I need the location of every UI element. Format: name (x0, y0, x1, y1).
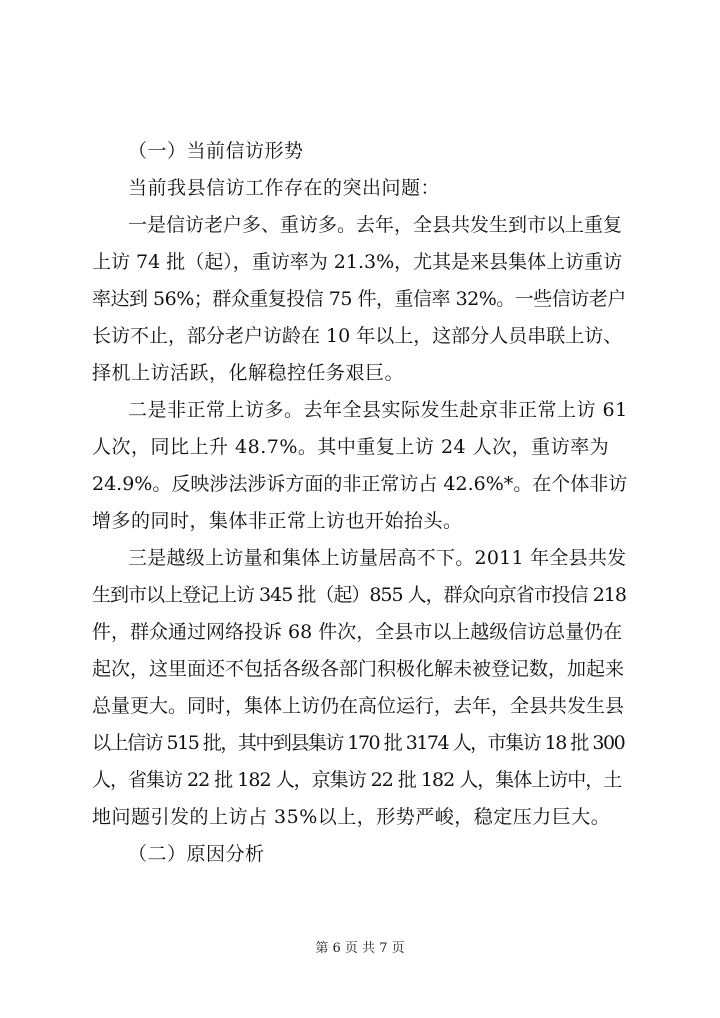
paragraph-2-line: 人次，同比上升 48.7%。其中重复上访 24 人次，重访率为 (92, 436, 610, 458)
paragraph-2-line: 24.9%。反映涉法涉诉方面的非正常访占 42.6%*。在个体非访 (92, 473, 628, 495)
paragraph-3-line: 三是越级上访量和集体上访量居高不下。2011 年全县共发 (128, 547, 627, 569)
paragraph-1-line: 择机上访活跃，化解稳控任务艰巨。 (92, 362, 405, 384)
paragraph-3-line: 总量更大。同时，集体上访仍在高位运行，去年，全县共发生县 (92, 695, 625, 717)
paragraph-2-line: 增多的同时，集体非正常上访也开始抬头。 (92, 510, 463, 532)
paragraph-3-line: 生到市以上登记上访 345 批（起）855 人，群众向京省市投信 218 (92, 584, 626, 606)
paragraph-1-line: 长访不止，部分老户访龄在 10 年以上，这部分人员串联上访、 (92, 325, 623, 347)
paragraph-3-line: 以上信访 515 批，其中到县集访 170 批 3174 人，市集访 18 批 300 (92, 732, 625, 754)
paragraph-3-line: 人，省集访 22 批 182 人，京集访 22 批 182 人，集体上访中，土 (92, 769, 622, 791)
page-number-footer: 第 6 页 共 7 页 (315, 941, 405, 956)
paragraph-3-line: 起次，这里面还不包括各级各部门积极化解未被登记数，加起来 (92, 658, 625, 680)
section-heading-cause-analysis: （二）原因分析 (128, 843, 265, 865)
paragraph-1-line: 上访 74 批（起），重访率为 21.3%，尤其是来县集体上访重访 (92, 251, 623, 273)
paragraph-3-line: 件，群众通过网络投诉 68 件次，全县市以上越级信访总量仍在 (92, 621, 623, 643)
paragraph-1-line: 率达到 56%；群众重复投信 75 件，重信率 32%。一些信访老户 (92, 288, 626, 310)
paragraph-1-line: 一是信访老户多、重访多。去年，全县共发生到市以上重复 (128, 214, 623, 236)
intro-sentence: 当前我县信访工作存在的突出问题： (128, 177, 441, 199)
paragraph-3-line: 地问题引发的上访占 35%以上，形势严峻，稳定压力巨大。 (92, 806, 611, 828)
section-heading-current-situation: （一）当前信访形势 (128, 140, 304, 162)
paragraph-2-line: 二是非正常上访多。去年全县实际发生赴京非正常上访 61 (128, 399, 628, 421)
